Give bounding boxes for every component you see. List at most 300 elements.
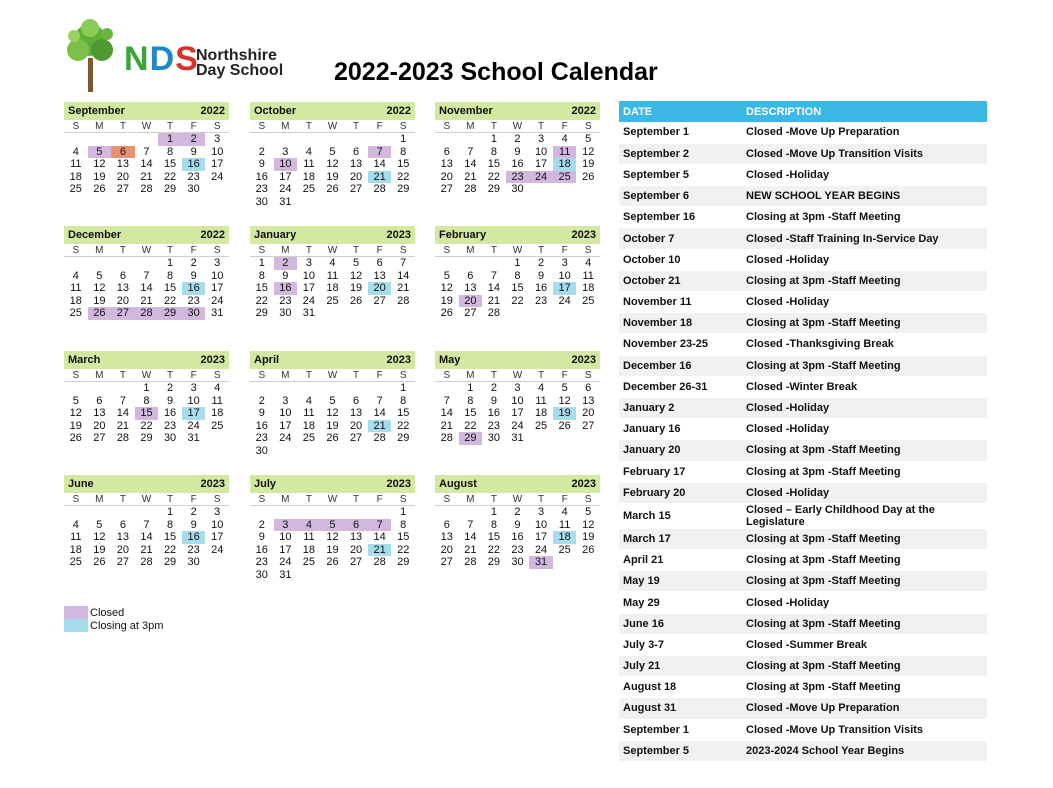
day-cell: 5 (321, 519, 345, 532)
month-year: 2023 (200, 354, 225, 366)
day-cell: 25 (553, 171, 577, 184)
weekday-label: S (213, 121, 221, 132)
day-cell: 15 (487, 531, 501, 543)
weekday-label: F (376, 370, 383, 381)
day-cell: 23 (255, 432, 268, 444)
empty-cell (435, 382, 459, 395)
day-cell: 10 (302, 269, 316, 282)
day-cell: 3 (561, 257, 568, 269)
event-date: January 20 (619, 440, 742, 461)
event-date: August 31 (619, 698, 742, 719)
day-cell: 29 (397, 432, 410, 444)
day-cell: 18 (302, 419, 316, 432)
day-cell: 11 (535, 394, 547, 407)
day-cell: 30 (182, 307, 206, 320)
month-february (435, 226, 600, 320)
weekday-label: F (376, 494, 383, 505)
day-cell: 22 (397, 170, 410, 183)
month-year: 2023 (386, 478, 411, 490)
day-cell: 5 (585, 133, 592, 145)
day-cell: 22 (397, 419, 410, 432)
legend (64, 606, 163, 632)
month-year: 2022 (386, 105, 411, 117)
empty-cell (88, 257, 112, 270)
day-cell: 19 (582, 158, 595, 170)
month-year: 2022 (200, 105, 225, 117)
weekday-label: W (512, 245, 523, 256)
closing3-swatch (64, 619, 88, 632)
day-cell: 18 (582, 282, 595, 294)
empty-cell (111, 382, 135, 395)
day-cell: 26 (582, 543, 595, 556)
day-cell: 21 (368, 420, 392, 433)
empty-cell (111, 257, 135, 270)
day-cell: 14 (397, 269, 410, 282)
events-table (619, 101, 987, 762)
empty-cell (64, 133, 88, 146)
month-header (435, 475, 600, 493)
event-description: Closed -Move Up Transition Visits (742, 143, 987, 164)
day-cell: 29 (487, 556, 501, 568)
day-cell: 4 (297, 519, 321, 532)
event-row (619, 376, 987, 397)
event-date: May 19 (619, 571, 742, 592)
day-cell: 7 (400, 257, 407, 269)
day-cell: 3 (214, 506, 221, 518)
day-grid (435, 133, 600, 196)
day-cell: 23 (163, 419, 177, 432)
day-cell: 20 (349, 419, 363, 432)
empty-cell (88, 133, 112, 146)
month-header (435, 226, 600, 244)
day-grid (64, 382, 229, 445)
day-cell: 26 (349, 294, 363, 307)
event-date: June 16 (619, 613, 742, 634)
day-cell: 13 (582, 394, 595, 407)
day-cell: 7 (119, 394, 126, 407)
day-cell: 9 (258, 407, 265, 419)
weekday-label: T (305, 121, 312, 132)
day-grid (250, 382, 415, 457)
tree-logo-icon (62, 18, 120, 94)
day-cell: 18 (69, 294, 82, 307)
day-cell: 25 (534, 419, 548, 432)
weekday-row (64, 120, 229, 133)
day-cell: 16 (255, 419, 268, 432)
day-cell: 6 (119, 518, 126, 531)
weekday-label: F (376, 245, 383, 256)
event-description: Closing at 3pm -Staff Meeting (742, 677, 987, 698)
day-cell: 20 (116, 170, 130, 183)
weekday-label: M (466, 494, 475, 505)
day-cell: 2 (258, 394, 265, 407)
day-cell: 5 (561, 382, 568, 394)
day-cell: 27 (116, 556, 130, 568)
day-cell: 7 (490, 269, 497, 282)
day-cell: 10 (534, 145, 548, 158)
weekday-label: T (490, 370, 497, 381)
event-date: April 21 (619, 550, 742, 571)
event-row (619, 249, 987, 270)
event-date: February 17 (619, 461, 742, 482)
day-cell: 16 (274, 282, 298, 295)
month-name: December (68, 229, 122, 241)
weekday-label: W (141, 494, 152, 505)
day-cell: 3 (214, 257, 221, 269)
weekday-label: T (353, 494, 360, 505)
day-cell: 17 (534, 158, 548, 170)
event-description: Closed -Holiday (742, 592, 987, 613)
day-cell: 15 (135, 407, 159, 420)
event-row (619, 143, 987, 164)
weekday-row (250, 244, 415, 257)
empty-cell (250, 382, 274, 395)
day-cell: 13 (349, 531, 363, 543)
day-cell: 5 (585, 506, 592, 518)
day-cell: 27 (440, 183, 453, 195)
day-cell: 17 (182, 407, 206, 420)
weekday-label: T (305, 370, 312, 381)
day-cell: 3 (190, 382, 197, 394)
day-cell: 20 (582, 407, 595, 419)
event-row (619, 698, 987, 719)
day-cell: 14 (373, 531, 386, 543)
day-cell: 18 (69, 170, 82, 183)
day-cell: 8 (400, 394, 407, 407)
month-april (250, 351, 415, 457)
day-cell: 27 (464, 307, 477, 319)
event-date: December 26-31 (619, 376, 742, 397)
weekday-label: T (490, 121, 497, 132)
day-grid (250, 506, 415, 581)
day-cell: 11 (553, 146, 577, 159)
empty-cell (135, 133, 159, 146)
day-cell: 12 (326, 158, 339, 170)
day-cell: 25 (582, 294, 595, 307)
day-cell: 18 (326, 282, 339, 294)
event-date: August 18 (619, 677, 742, 698)
weekday-label: W (141, 121, 152, 132)
day-cell: 17 (534, 531, 548, 543)
event-row (619, 613, 987, 634)
event-description: Closing at 3pm -Staff Meeting (742, 571, 987, 592)
day-cell: 14 (440, 407, 453, 419)
day-cell: 21 (487, 294, 501, 307)
weekday-label: S (584, 370, 592, 381)
weekday-label: M (281, 494, 290, 505)
day-cell: 17 (279, 170, 292, 183)
weekday-label: F (561, 494, 568, 505)
day-cell: 27 (373, 294, 386, 307)
month-header (435, 102, 600, 120)
day-cell: 23 (255, 183, 268, 195)
day-cell: 10 (211, 269, 224, 282)
event-date: September 5 (619, 740, 742, 761)
day-cell: 27 (93, 432, 106, 444)
empty-cell (274, 506, 298, 519)
month-year: 2023 (386, 354, 411, 366)
day-cell: 24 (529, 171, 553, 184)
day-cell: 5 (329, 145, 336, 158)
month-january (250, 226, 415, 320)
day-cell: 23 (255, 556, 268, 568)
weekday-label: T (167, 121, 174, 132)
day-cell: 4 (72, 269, 79, 282)
day-cell: 8 (490, 518, 497, 531)
empty-cell (459, 257, 483, 270)
event-date: November 18 (619, 313, 742, 334)
day-cell: 10 (211, 518, 224, 531)
event-description: Closed -Holiday (742, 292, 987, 313)
day-cell: 28 (487, 307, 501, 319)
event-description: Closed -Move Up Preparation (742, 698, 987, 719)
event-row (619, 122, 987, 143)
weekday-label: M (95, 370, 104, 381)
day-cell: 1 (143, 382, 150, 394)
day-cell: 21 (368, 544, 392, 557)
day-cell: 2 (514, 133, 521, 145)
day-cell: 19 (553, 407, 577, 420)
event-date: October 10 (619, 249, 742, 270)
day-cell: 16 (255, 543, 268, 556)
weekday-label: W (327, 121, 338, 132)
day-cell: 29 (140, 432, 153, 444)
day-cell: 16 (163, 407, 177, 419)
event-date: March 15 (619, 503, 742, 528)
day-cell: 22 (255, 294, 268, 307)
closed-swatch (64, 606, 88, 619)
day-cell: 11 (303, 407, 315, 419)
day-cell: 2 (190, 257, 197, 269)
month-name: October (254, 105, 297, 117)
month-header (64, 226, 229, 244)
day-cell: 6 (353, 394, 360, 407)
event-row (619, 503, 987, 528)
day-cell: 30 (163, 432, 177, 444)
day-cell: 20 (349, 170, 363, 183)
day-cell: 14 (487, 282, 501, 294)
legend-closing3 (64, 619, 163, 632)
day-cell: 25 (69, 556, 82, 568)
month-august (435, 475, 600, 569)
day-cell: 26 (326, 183, 339, 195)
day-cell: 14 (116, 407, 130, 419)
day-cell: 15 (487, 158, 501, 170)
day-cell: 17 (511, 407, 524, 419)
event-description: Closing at 3pm -Staff Meeting (742, 550, 987, 571)
day-cell: 20 (93, 419, 106, 432)
event-row (619, 656, 987, 677)
day-cell: 24 (558, 294, 571, 307)
empty-cell (344, 133, 368, 146)
day-cell: 6 (111, 146, 135, 159)
day-cell: 4 (214, 382, 221, 394)
day-cell: 28 (140, 183, 153, 195)
day-cell: 21 (440, 419, 453, 432)
day-cell: 1 (167, 506, 174, 518)
weekday-label: T (167, 370, 174, 381)
day-cell: 25 (69, 183, 82, 195)
weekday-label: S (72, 370, 80, 381)
event-description: 2023-2024 School Year Begins (742, 740, 987, 761)
day-cell: 8 (167, 145, 174, 158)
empty-cell (321, 382, 345, 395)
day-cell: 26 (88, 307, 112, 320)
day-cell: 20 (116, 543, 130, 556)
day-cell: 16 (182, 282, 206, 295)
day-cell: 29 (397, 183, 410, 195)
event-row (619, 292, 987, 313)
weekday-row (250, 369, 415, 382)
day-cell: 19 (93, 294, 106, 307)
day-cell: 17 (553, 282, 577, 295)
day-cell: 30 (279, 307, 292, 319)
day-cell: 12 (349, 269, 363, 282)
weekday-label: S (213, 245, 221, 256)
weekday-label: F (376, 121, 383, 132)
page-title: 2022-2023 School Calendar (334, 58, 658, 86)
day-cell: 22 (397, 543, 410, 556)
day-cell: 29 (158, 307, 182, 320)
empty-cell (435, 506, 459, 519)
month-header (250, 475, 415, 493)
event-description: Closing at 3pm -Staff Meeting (742, 207, 987, 228)
day-cell: 5 (96, 518, 103, 531)
event-date: September 2 (619, 143, 742, 164)
day-cell: 9 (514, 518, 521, 531)
day-cell: 31 (187, 432, 200, 444)
day-cell: 30 (511, 556, 524, 568)
day-cell: 9 (282, 269, 289, 282)
day-cell: 17 (211, 158, 224, 170)
day-cell: 17 (302, 282, 316, 294)
day-cell: 10 (279, 531, 292, 543)
day-cell: 27 (440, 556, 453, 568)
day-cell: 19 (69, 419, 82, 432)
day-cell: 9 (258, 531, 265, 543)
day-cell: 23 (279, 294, 292, 307)
event-date: July 3-7 (619, 634, 742, 655)
day-cell: 3 (538, 506, 545, 518)
event-date: September 5 (619, 164, 742, 185)
day-cell: 31 (511, 432, 524, 444)
weekday-row (250, 120, 415, 133)
event-description: Closing at 3pm -Staff Meeting (742, 270, 987, 291)
day-cell: 23 (506, 171, 530, 184)
weekday-row (250, 493, 415, 506)
day-cell: 27 (111, 307, 135, 320)
day-cell: 10 (187, 394, 200, 407)
month-header (64, 351, 229, 369)
weekday-label: W (512, 121, 523, 132)
empty-cell (250, 133, 274, 146)
month-july (250, 475, 415, 581)
event-description: Closing at 3pm -Staff Meeting (742, 313, 987, 334)
month-header (250, 102, 415, 120)
event-description: Closed – Early Childhood Day at the Legislature (742, 503, 987, 528)
day-cell: 1 (490, 133, 497, 145)
month-name: May (439, 354, 461, 366)
day-cell: 4 (305, 394, 312, 407)
day-cell: 10 (511, 394, 524, 407)
day-cell: 23 (534, 294, 548, 307)
weekday-label: S (399, 494, 407, 505)
day-cell: 3 (274, 519, 298, 532)
weekday-label: F (561, 245, 568, 256)
day-cell: 2 (167, 382, 174, 394)
empty-cell (64, 257, 88, 270)
day-cell: 19 (326, 543, 339, 556)
event-row (619, 270, 987, 291)
event-description: Closing at 3pm -Staff Meeting (742, 461, 987, 482)
day-cell: 25 (302, 556, 316, 568)
day-cell: 8 (400, 145, 407, 158)
day-cell: 14 (464, 158, 477, 170)
month-year: 2023 (571, 354, 596, 366)
day-cell: 28 (135, 307, 159, 320)
day-cell: 15 (464, 407, 477, 419)
weekday-label: F (561, 370, 568, 381)
day-cell: 20 (368, 282, 392, 295)
day-cell: 21 (368, 171, 392, 184)
weekday-label: M (466, 245, 475, 256)
day-cell: 30 (255, 195, 268, 208)
day-cell: 19 (93, 543, 106, 556)
event-row (619, 228, 987, 249)
event-date: January 16 (619, 419, 742, 440)
month-year: 2023 (571, 478, 596, 490)
weekday-label: S (72, 494, 80, 505)
day-cell: 4 (329, 257, 336, 269)
weekday-label: F (190, 370, 197, 381)
event-row (619, 740, 987, 761)
day-cell: 28 (116, 432, 130, 444)
day-cell: 27 (582, 419, 595, 432)
empty-cell (368, 506, 392, 519)
day-cell: 31 (279, 195, 292, 208)
day-cell: 20 (440, 170, 453, 183)
day-cell: 27 (349, 432, 363, 444)
day-cell: 22 (464, 419, 477, 432)
day-cell: 24 (302, 294, 316, 307)
day-cell: 15 (397, 407, 410, 419)
day-cell: 4 (538, 382, 545, 394)
day-cell: 8 (258, 269, 265, 282)
day-cell: 7 (368, 146, 392, 159)
day-cell: 13 (116, 158, 130, 170)
event-description: Closed -Winter Break (742, 376, 987, 397)
event-description: Closed -Holiday (742, 419, 987, 440)
weekday-label: W (327, 370, 338, 381)
day-cell: 12 (93, 531, 106, 543)
day-cell: 13 (373, 269, 386, 282)
day-cell: 4 (561, 133, 568, 145)
empty-cell (321, 133, 345, 146)
day-cell: 13 (349, 158, 363, 170)
day-cell: 2 (190, 506, 197, 518)
day-cell: 22 (163, 170, 177, 183)
weekday-label: T (353, 245, 360, 256)
empty-cell (88, 382, 112, 395)
weekday-label: T (305, 245, 312, 256)
event-description: Closed -Holiday (742, 164, 987, 185)
day-cell: 26 (93, 556, 106, 568)
day-cell: 3 (282, 394, 289, 407)
day-cell: 29 (255, 307, 268, 319)
day-cell: 11 (303, 531, 315, 543)
day-cell: 25 (302, 432, 316, 444)
day-cell: 21 (140, 294, 153, 307)
